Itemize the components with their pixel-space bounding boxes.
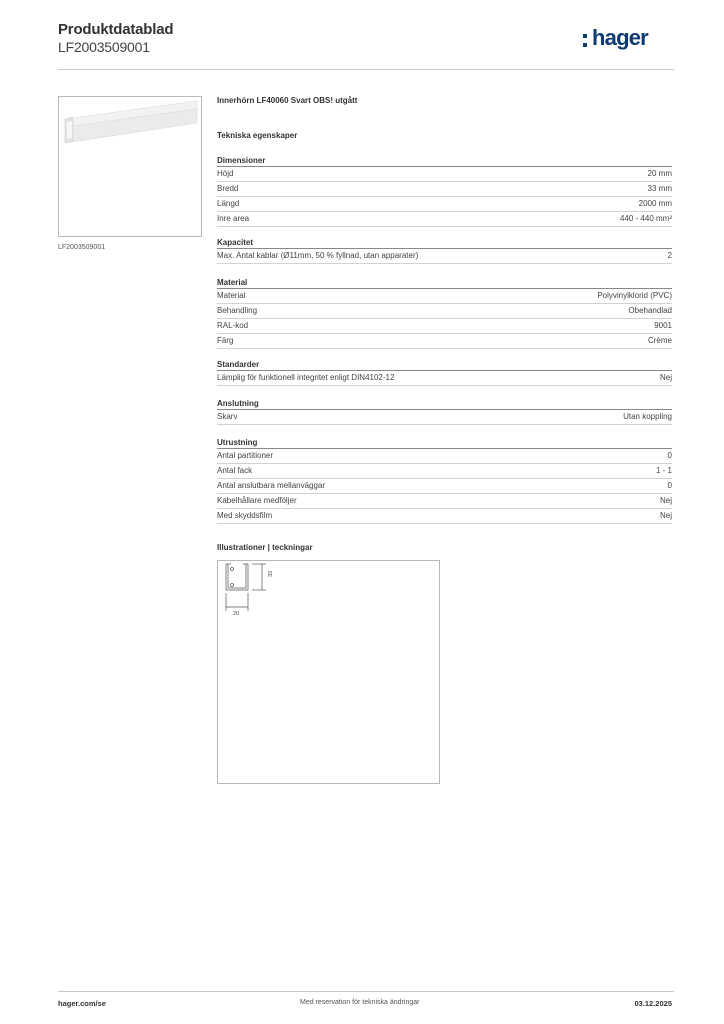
- section-material: [217, 277, 672, 349]
- section-title: Utrustning: [217, 437, 672, 449]
- page-title: Produktdatablad: [58, 21, 174, 38]
- row-label: Färg: [217, 336, 234, 345]
- row-value: 440 - 440 mm²: [619, 214, 672, 223]
- footer-disclaimer: Med reservation för tekniska ändringar: [300, 999, 420, 1006]
- row-value: 1 - 1: [655, 466, 672, 475]
- footer-date: 03.12.2025: [634, 999, 672, 1008]
- table-row: [217, 334, 672, 349]
- section-title: Anslutning: [217, 398, 672, 410]
- table-row: [217, 167, 672, 182]
- row-value: Polyvinylklorid (PVC): [597, 291, 672, 300]
- row-value: 20 mm: [647, 169, 672, 178]
- footer-website-link[interactable]: hager.com/se: [58, 999, 106, 1008]
- row-label: Antal partitioner: [217, 451, 274, 460]
- row-label: RAL-kod: [217, 321, 249, 330]
- table-row: [217, 212, 672, 227]
- image-caption: LF2003509001: [58, 244, 106, 251]
- cable-trunking-icon: [59, 97, 201, 236]
- section-kapacitet: [217, 237, 672, 264]
- illustration-title: Illustrationer | teckningar: [217, 543, 313, 552]
- illustration-box: [217, 560, 440, 784]
- table-row: [217, 182, 672, 197]
- row-label: Höjd: [217, 169, 234, 178]
- table-row: [217, 479, 672, 494]
- table-row: [217, 319, 672, 334]
- header-divider: [58, 69, 674, 70]
- table-row: [217, 509, 672, 524]
- row-value: Crème: [647, 336, 672, 345]
- row-value: 2000 mm: [638, 199, 672, 208]
- section-title: Material: [217, 277, 672, 289]
- section-title: Dimensioner: [217, 155, 672, 167]
- row-label: Längd: [217, 199, 240, 208]
- row-label: Inre area: [217, 214, 250, 223]
- table-row: [217, 494, 672, 509]
- section-utrustning: [217, 437, 672, 524]
- section-title: Kapacitet: [217, 237, 672, 249]
- row-label: Antal anslutbara mellanväggar: [217, 481, 326, 490]
- dim-height-label: 33: [268, 570, 274, 577]
- table-row: [217, 449, 672, 464]
- table-row: [217, 464, 672, 479]
- row-label: Material: [217, 291, 246, 300]
- table-row: [217, 371, 672, 386]
- row-value: Utan koppling: [623, 412, 672, 421]
- table-row: [217, 410, 672, 425]
- section-anslutning: [217, 398, 672, 425]
- row-value: 0: [667, 481, 672, 490]
- product-name: Innerhörn LF40060 Svart OBS! utgått: [217, 96, 358, 105]
- tech-heading: Tekniska egenskaper: [217, 131, 298, 140]
- profile-drawing: [218, 561, 439, 783]
- row-value: Nej: [659, 373, 672, 382]
- section-title: Standarder: [217, 359, 672, 371]
- row-value: 0: [667, 451, 672, 460]
- row-value: Nej: [659, 511, 672, 520]
- table-row: [217, 289, 672, 304]
- row-value: Nej: [659, 496, 672, 505]
- logo-dots-icon: [583, 34, 587, 47]
- row-label: Antal fack: [217, 466, 253, 475]
- row-value: Obehandlad: [628, 306, 672, 315]
- hager-logo[interactable]: [592, 27, 648, 49]
- row-value: 2: [667, 251, 672, 260]
- product-code: LF2003509001: [58, 39, 150, 55]
- logo-text: hager: [592, 25, 648, 50]
- section-dimensioner: [217, 155, 672, 227]
- row-value: 9001: [654, 321, 672, 330]
- product-image: [58, 96, 202, 237]
- row-label: Skarv: [217, 412, 238, 421]
- row-label: Lämplig för funktionell integritet enligt DIN4102-12: [217, 373, 395, 382]
- row-label: Max. Antal kablar (Ø11mm, 50 % fyllnad, utan apparater): [217, 251, 419, 260]
- row-value: 33 mm: [647, 184, 672, 193]
- section-standarder: [217, 359, 672, 386]
- table-row: [217, 304, 672, 319]
- row-label: Behandling: [217, 306, 258, 315]
- row-label: Bredd: [217, 184, 239, 193]
- table-row: [217, 197, 672, 212]
- row-label: Med skyddsfilm: [217, 511, 273, 520]
- dim-width-label: 20: [233, 611, 240, 617]
- row-label: Kabelhållare medföljer: [217, 496, 297, 505]
- table-row: [217, 249, 672, 264]
- footer-divider: [58, 991, 674, 992]
